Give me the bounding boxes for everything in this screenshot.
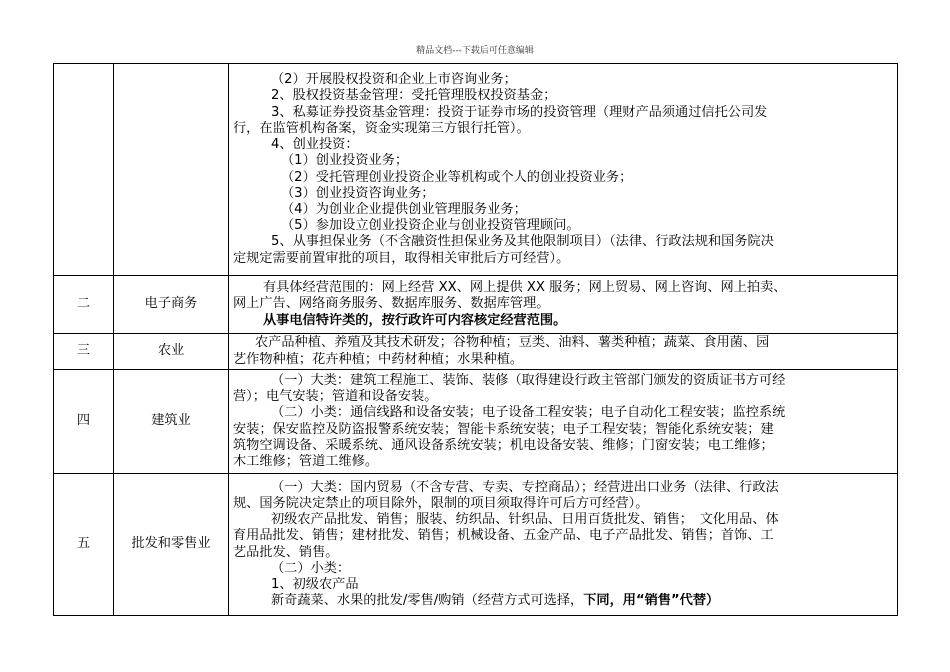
- content-line: 定规定需要前置审批的项目，取得相关审批后方可经营）。: [233, 250, 570, 266]
- row-number: 五: [54, 474, 114, 616]
- content-line: 2、股权投资基金管理：受托管理股权投资基金；: [271, 88, 557, 104]
- row-content: [229, 334, 898, 370]
- content-line: 艺品批发、销售。: [233, 544, 339, 560]
- row-category: [114, 64, 229, 276]
- content-line: （二）小类：: [271, 560, 351, 576]
- table-row: [54, 474, 898, 616]
- table-row: [54, 276, 898, 334]
- content-line: [233, 593, 893, 609]
- content-line: 4、创业投资：: [271, 137, 359, 153]
- content-line: （2）受托管理创业投资企业等机构或个人的创业投资业务；: [281, 169, 633, 185]
- row-category: 批发和零售业: [114, 474, 229, 616]
- content-line: 木工维修；管道工维修。: [233, 453, 379, 469]
- row-content: [229, 474, 898, 616]
- page-header: 精品文档---下载后可任意编辑: [416, 46, 534, 56]
- row-content: [229, 370, 898, 474]
- content-line: （4）为创业企业提供创业管理服务业务；: [281, 201, 527, 217]
- row-category: 建筑业: [114, 370, 229, 474]
- row-category: 电子商务: [114, 276, 229, 334]
- row-number: 三: [54, 334, 114, 370]
- content-line: 育用品批发、销售；建材批发、销售；机械设备、五金产品、电子产品批发、销售；首饰、工: [233, 528, 774, 544]
- content-line: 3、私募证券投资基金管理：投资于证券市场的投资管理（理财产品须通过信托公司发: [271, 104, 768, 120]
- row-number: 二: [54, 276, 114, 334]
- row-content: [229, 276, 898, 334]
- content-line: 营）；电气安装；管道和设备安装。: [233, 389, 438, 405]
- content-line: 安装；保安监控及防盗报警系统安装；智能卡系统安装；电子工程安装；智能化系统安装；建: [233, 421, 774, 437]
- content-line: （3）创业投资咨询业务；: [281, 185, 435, 201]
- business-scope-table: [53, 63, 898, 616]
- table-row: [54, 334, 898, 370]
- content-line: （5）参加设立创业投资企业与创业投资管理顾问。: [281, 218, 580, 234]
- table-row: [54, 370, 898, 474]
- row-number: 四: [54, 370, 114, 474]
- content-line-bold: 下同，用“销售”代替）: [583, 593, 720, 609]
- content-line: （一）大类：建筑工程施工、装饰、装修（取得建设行政主管部门颁发的资质证书方可经: [271, 372, 786, 388]
- content-line-text: 新奇蔬菜、水果的批发/零售/购销（经营方式可选择，: [271, 593, 584, 609]
- content-line: （1）创业投资业务；: [281, 153, 409, 169]
- content-line: （二）小类：通信线路和设备安装；电子设备工程安装；电子自动化工程安装；监控系统: [271, 405, 786, 421]
- content-line: （2）开展股权投资和企业上市咨询业务；: [271, 72, 517, 88]
- content-line: 网上广告、网络商务服务、数据库服务、数据库管理。: [233, 296, 550, 312]
- content-line: 5、从事担保业务（不含融资性担保业务及其他限制项目）（法律、行政法规和国务院决: [271, 234, 774, 250]
- content-line: 初级农产品批发、销售；服装、纺织品、针织品、日用百货批发、销售； 文化用品、体: [271, 512, 779, 528]
- content-line-bold: 从事电信特许类的，按行政许可内容核定经营范围。: [263, 312, 567, 328]
- content-line: 艺作物种植；花卉种植；中药材种植；水果种植。: [233, 351, 524, 367]
- row-category: 农业: [114, 334, 229, 370]
- table-row: [54, 64, 898, 276]
- content-line: 有具体经营范围的：网上经营 XX、网上提供 XX 服务；网上贸易、网上咨询、网上拍卖、: [263, 280, 787, 296]
- content-line: 行，在监管机构备案，资金实现第三方银行托管）。: [233, 120, 530, 136]
- content-line: 筑物空调设备、采暖系统、通风设备系统安装；机电设备安装、维修；门窗安装；电工维修；: [233, 437, 774, 453]
- content-line: 农产品种植、养殖及其技术研发；谷物种植；豆类、油料、薯类种植；蔬菜、食用菌、园: [255, 335, 770, 351]
- content-line: 1、初级农产品: [271, 576, 359, 592]
- content-line: （一）大类：国内贸易（不含专营、专卖、专控商品）；经营进出口业务（法律、行政法: [271, 479, 779, 495]
- row-number: [54, 64, 114, 276]
- row-content: [229, 64, 898, 276]
- content-line: 规、国务院决定禁止的项目除外，限制的项目须取得许可后方可经营）。: [233, 495, 649, 511]
